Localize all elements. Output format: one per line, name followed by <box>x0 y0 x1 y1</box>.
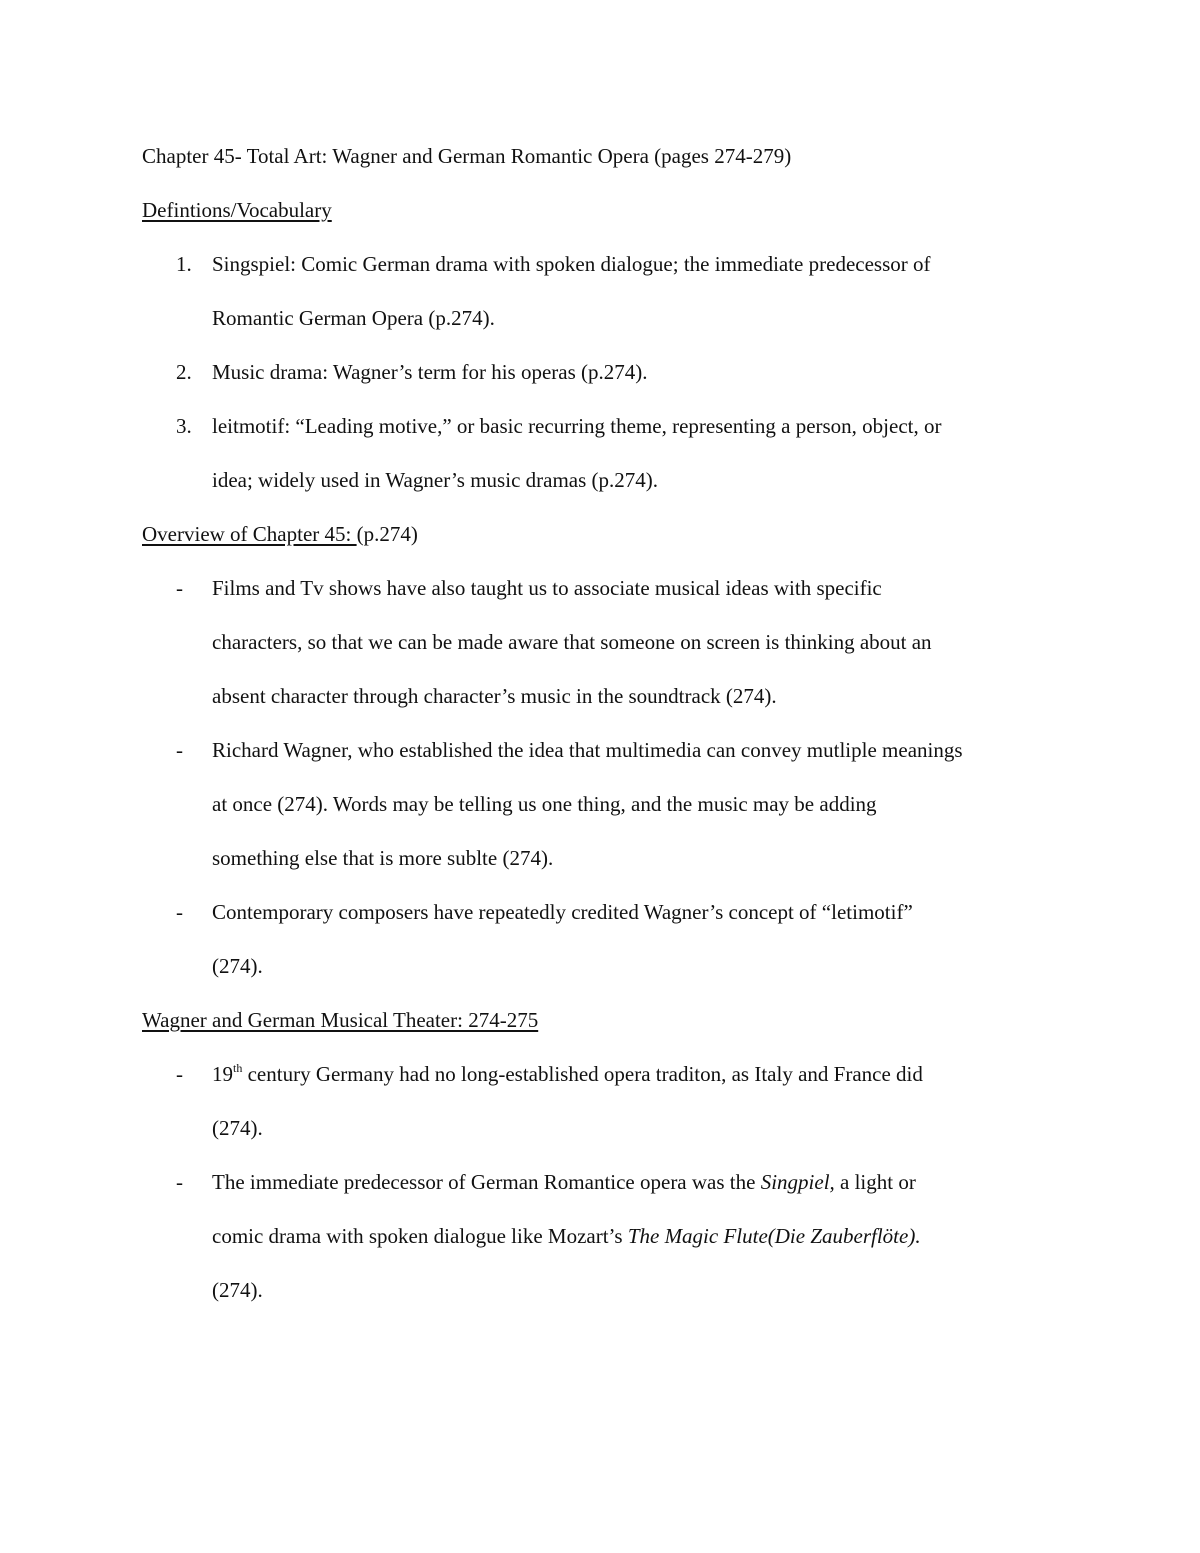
bullet-text <box>212 1168 916 1196</box>
singspiel-term: Singpiel, <box>760 1170 835 1194</box>
magic-flute-title: The Magic Flute(Die Zauberflöte). <box>627 1224 921 1248</box>
bullet-marker: - <box>176 1170 183 1194</box>
definition-text: Singspiel: Comic German drama with spoken dialogue; the immediate predecessor of <box>212 252 931 276</box>
overview-heading-line <box>142 520 418 548</box>
bullet-text: Richard Wagner, who established the idea that multimedia can convey mutliple meanings <box>212 738 963 762</box>
bullet-marker: - <box>176 1062 183 1086</box>
bullet-text-part: comic drama with spoken dialogue like Mozart’s <box>212 1224 628 1248</box>
overview-heading: Overview of Chapter 45: <box>142 522 357 546</box>
ordinal-superscript: th <box>233 1061 243 1075</box>
bullet-text-rest: century Germany had no long-established opera traditon, as Italy and France did <box>242 1062 923 1086</box>
definitions-heading: Defintions/Vocabulary <box>142 198 332 222</box>
bullet-text: (274). <box>212 1278 263 1302</box>
definition-text: Romantic German Opera (p.274). <box>212 306 495 330</box>
document-title: Chapter 45- Total Art: Wagner and German Romantic Opera (pages 274-279) <box>142 144 792 168</box>
bullet-text <box>212 1060 923 1088</box>
list-marker: 3. <box>176 414 192 438</box>
list-marker: 2. <box>176 360 192 384</box>
bullet-text: something else that is more sublte (274). <box>212 846 554 870</box>
list-marker: 1. <box>176 252 192 276</box>
definition-text: Music drama: Wagner’s term for his operas (p.274). <box>212 360 648 384</box>
bullet-text: (274). <box>212 1116 263 1140</box>
definition-text: idea; widely used in Wagner’s music dramas (p.274). <box>212 468 659 492</box>
bullet-text: characters, so that we can be made aware that someone on screen is thinking about an <box>212 630 932 654</box>
bullet-text-part: The immediate predecessor of German Romantice opera was the <box>212 1170 761 1194</box>
bullet-text: (274). <box>212 954 263 978</box>
bullet-text: Contemporary composers have repeatedly credited Wagner’s concept of “letimotif” <box>212 900 913 924</box>
bullet-text <box>212 1222 921 1250</box>
bullet-marker: - <box>176 738 183 762</box>
bullet-marker: - <box>176 576 183 600</box>
definition-text: leitmotif: “Leading motive,” or basic recurring theme, representing a person, object, or <box>212 414 942 438</box>
bullet-text: at once (274). Words may be telling us one thing, and the music may be adding <box>212 792 877 816</box>
bullet-text-part: a light or <box>834 1170 916 1194</box>
bullet-text: absent character through character’s music in the soundtrack (274). <box>212 684 777 708</box>
bullet-text: Films and Tv shows have also taught us to associate musical ideas with specific <box>212 576 882 600</box>
bullet-marker: - <box>176 900 183 924</box>
wagner-section-heading: Wagner and German Musical Theater: 274-275 <box>142 1008 539 1032</box>
overview-heading-page: (p.274) <box>356 522 418 546</box>
century-number: 19 <box>212 1062 233 1086</box>
